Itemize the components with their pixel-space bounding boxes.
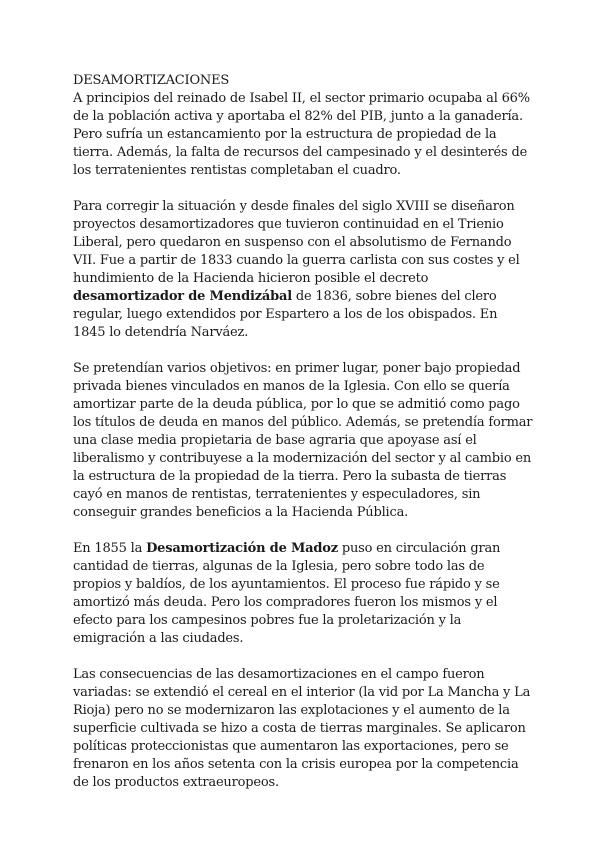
paragraph-2 [73,198,533,342]
paragraph-1: A principios del reinado de Isabel II, el sector primario ocupaba al 66% de la población activa y aportaba el 82% del PIB, junto a la ganadería. Pero sufría un estancamiento por la estructura de propiedad de la tierra. Además, la falta de recursos del campesinado y el desinterés de los terratenientes rentistas completaban el cuadro. [73,91,530,178]
paragraph-4-text-b: puso en circulación gran cantidad de tierras, algunas de la Iglesia, pero sobre todo las de propios y baldíos, de los ayuntamientos. El proceso fue rápido y se amortizó más deuda. Pero los compradores fueron los mismos y el efecto para los campesinos pobres fue la proletarización y la emigración a las ciudades. [73,541,501,646]
document-page [73,72,533,810]
paragraph-4-text-a: En 1855 la [73,541,147,556]
document-title: DESAMORTIZACIONES [73,73,230,88]
paragraph-5: Las consecuencias de las desamortizaciones en el campo fueron variadas: se extendió el cereal en el interior (la vid por La Mancha y La Rioja) pero no se modernizaron las explotaciones y el aumento de la superficie cultivada se hizo a costa de tierras marginales. Se aplicaron políticas proteccionistas que aumentaron las exportaciones, pero se frenaron en los años setenta con la crisis europea por la competencia de los productos extraeuropeos. [73,667,531,790]
paragraph-3: Se pretendían varios objetivos: en primer lugar, poner bajo propiedad privada bienes vinculados en manos de la Iglesia. Con ello se quería amortizar parte de la deuda pública, por lo que se admitió como pago los títulos de deuda en manos del público. Además, se pretendía formar una clase media propietaria de base agraria que apoyase así el liberalismo y contribuyese a la modernización del sector y al cambio en la estructura de la propiedad de la tierra. Pero la subasta de tierras cayó en manos de rentistas, terratenientes y especuladores, sin conseguir grandes beneficios a la Hacienda Pública. [73,361,533,520]
paragraph-2-text-b: de 1836, sobre bienes del clero regular, luego extendidos por Espartero a los de los obispados. En 1845 lo detendría Narváez. [73,289,498,340]
paragraph-2-text-a: Para corregir la situación y desde finales del siglo XVIII se diseñaron proyectos desamortizadores que tuvieron continuidad en el Trienio Liberal, pero quedaron en suspenso con el absolutismo de Fernando VII. Fue a partir de 1833 cuando la guerra carlista con sus costes y el hundimiento de la Hacienda hicieron posible el decreto [73,199,520,286]
paragraph-2-bold: desamortizador de Mendizábal [73,289,292,304]
paragraph-4 [73,540,533,648]
paragraph-4-bold: Desamortización de Madoz [146,541,338,556]
